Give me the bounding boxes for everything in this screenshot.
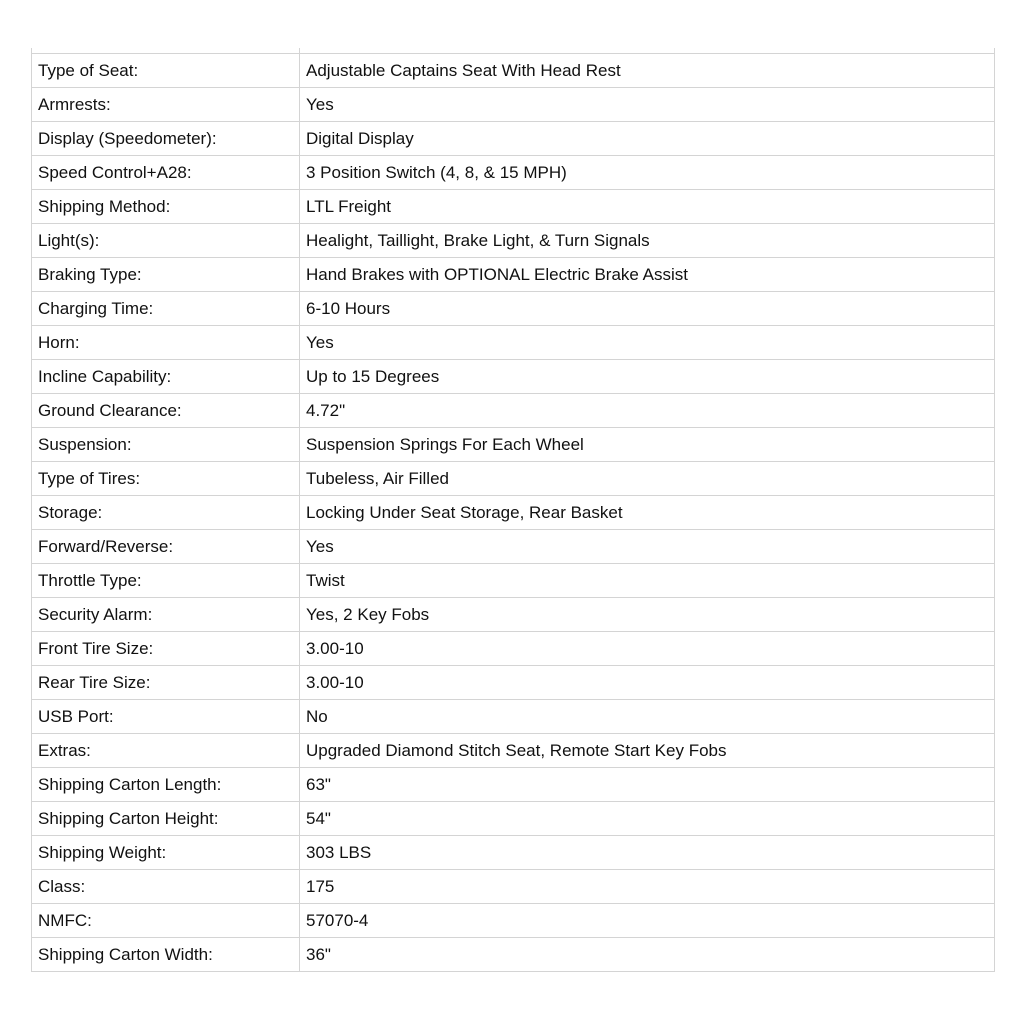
table-row <box>32 598 995 632</box>
table-row <box>32 938 995 972</box>
spec-label: Ground Clearance: <box>32 394 300 428</box>
spec-value: Twist <box>300 564 995 598</box>
spec-value: 3.00-10 <box>300 632 995 666</box>
spec-value: 175 <box>300 870 995 904</box>
spec-label: Type of Seat: <box>32 54 300 88</box>
spec-value: Upgraded Diamond Stitch Seat, Remote Start Key Fobs <box>300 734 995 768</box>
table-row <box>32 666 995 700</box>
spec-label: Security Alarm: <box>32 598 300 632</box>
spec-label: Horn: <box>32 326 300 360</box>
spec-value: 4.72" <box>300 394 995 428</box>
spec-value: Up to 15 Degrees <box>300 360 995 394</box>
spec-value: 57070-4 <box>300 904 995 938</box>
table-row <box>32 564 995 598</box>
spec-value: 63" <box>300 768 995 802</box>
spec-label: Light(s): <box>32 224 300 258</box>
spec-label: Suspension: <box>32 428 300 462</box>
table-row <box>32 904 995 938</box>
spec-value: Yes <box>300 326 995 360</box>
spec-label: Extras: <box>32 734 300 768</box>
spec-value: Tubeless, Air Filled <box>300 462 995 496</box>
spec-label: Front Tire Size: <box>32 632 300 666</box>
spec-label: NMFC: <box>32 904 300 938</box>
spec-value: Locking Under Seat Storage, Rear Basket <box>300 496 995 530</box>
specifications-table <box>31 48 995 972</box>
table-row <box>32 836 995 870</box>
spec-label: Storage: <box>32 496 300 530</box>
spec-label: Class: <box>32 870 300 904</box>
table-row <box>32 54 995 88</box>
table-row <box>32 88 995 122</box>
spec-label: Braking Type: <box>32 258 300 292</box>
spec-label: Shipping Weight: <box>32 836 300 870</box>
spec-value: Suspension Springs For Each Wheel <box>300 428 995 462</box>
specifications-body <box>32 48 995 972</box>
table-row <box>32 258 995 292</box>
spec-value: Hand Brakes with OPTIONAL Electric Brake Assist <box>300 258 995 292</box>
spec-value: 3.00-10 <box>300 666 995 700</box>
table-row <box>32 462 995 496</box>
table-row <box>32 734 995 768</box>
spec-label: Shipping Carton Length: <box>32 768 300 802</box>
spec-label: Charging Time: <box>32 292 300 326</box>
table-row <box>32 224 995 258</box>
table-row <box>32 394 995 428</box>
spec-value: 6-10 Hours <box>300 292 995 326</box>
spec-label: USB Port: <box>32 700 300 734</box>
spec-label: Forward/Reverse: <box>32 530 300 564</box>
spec-value: Digital Display <box>300 122 995 156</box>
spec-label: Speed Control+A28: <box>32 156 300 190</box>
spec-value: Adjustable Captains Seat With Head Rest <box>300 54 995 88</box>
spec-label: Throttle Type: <box>32 564 300 598</box>
table-row <box>32 292 995 326</box>
spec-value: 54" <box>300 802 995 836</box>
spec-label: Incline Capability: <box>32 360 300 394</box>
spec-label: Shipping Carton Height: <box>32 802 300 836</box>
table-row <box>32 700 995 734</box>
spec-label: Shipping Method: <box>32 190 300 224</box>
spec-label: Display (Speedometer): <box>32 122 300 156</box>
spec-value: No <box>300 700 995 734</box>
spec-label: Type of Tires: <box>32 462 300 496</box>
table-row <box>32 326 995 360</box>
table-row <box>32 632 995 666</box>
table-row <box>32 190 995 224</box>
spec-value: Yes <box>300 88 995 122</box>
table-row <box>32 122 995 156</box>
table-row <box>32 428 995 462</box>
spec-value: 36" <box>300 938 995 972</box>
table-row <box>32 360 995 394</box>
table-row <box>32 496 995 530</box>
table-row <box>32 768 995 802</box>
spec-value: LTL Freight <box>300 190 995 224</box>
spec-value: 3 Position Switch (4, 8, & 15 MPH) <box>300 156 995 190</box>
table-row <box>32 530 995 564</box>
table-row <box>32 870 995 904</box>
spec-value: Yes, 2 Key Fobs <box>300 598 995 632</box>
spec-value: 303 LBS <box>300 836 995 870</box>
spec-value: Yes <box>300 530 995 564</box>
spec-label: Armrests: <box>32 88 300 122</box>
table-row <box>32 156 995 190</box>
table-row <box>32 802 995 836</box>
spec-label: Rear Tire Size: <box>32 666 300 700</box>
spec-value: Healight, Taillight, Brake Light, & Turn Signals <box>300 224 995 258</box>
spec-label: Shipping Carton Width: <box>32 938 300 972</box>
